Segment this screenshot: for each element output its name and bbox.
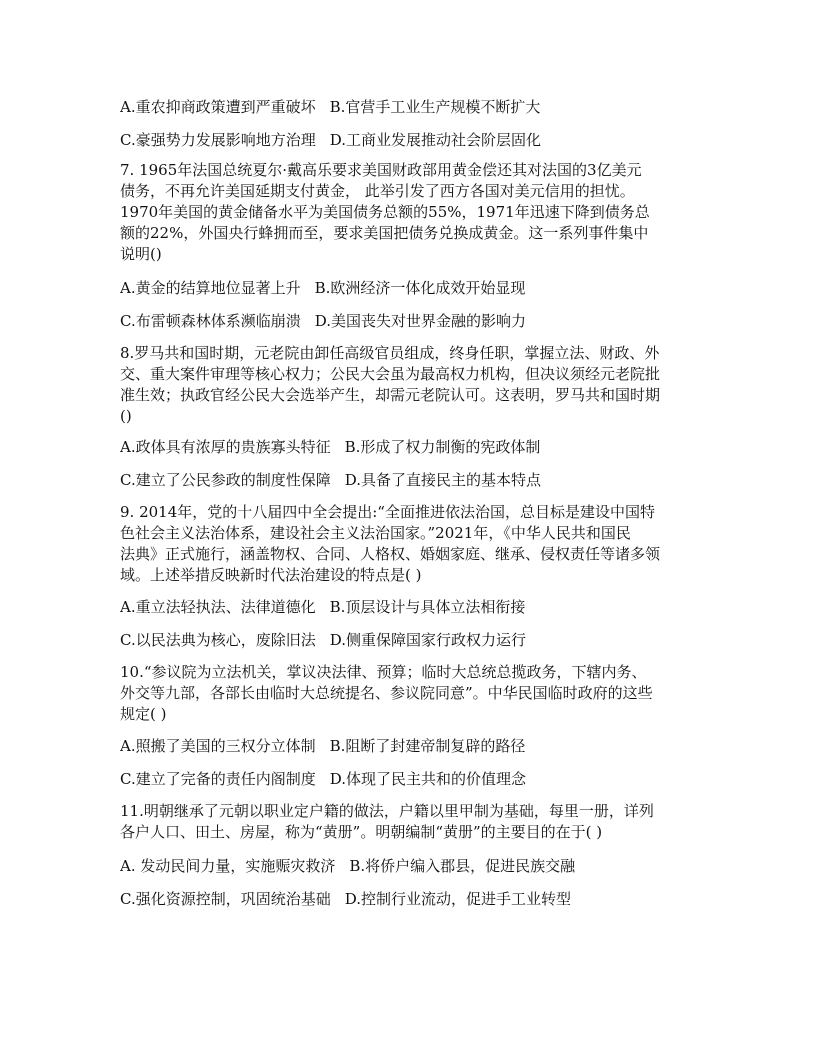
q9-line: 色社会主义法治体系，建设社会主义法治国家。”2021年，《中华人民共和国民 <box>120 524 631 542</box>
q8-line: 8.罗马共和国时期，元老院由卸任高级官员组成，终身任职，掌握立法、财政、外 <box>120 344 660 362</box>
question-8 <box>120 343 700 427</box>
q10-option-d: D.体现了民主共和的价值理念 <box>329 770 526 788</box>
q6-option-a: A.重农抑商政策遭到严重破坏 <box>120 98 316 116</box>
q9-line: 法典》正式施行，涵盖物权、合同、人格权、婚姻家庭、继承、侵权责任等诸多领 <box>120 545 661 563</box>
q6-option-d: D.工商业发展推动社会阶层固化 <box>329 131 541 149</box>
q11-options-row2 <box>120 888 720 910</box>
q7-line: 说明() <box>120 245 162 263</box>
q7-option-d: D.美国丧失对世界金融的影响力 <box>314 312 526 330</box>
question-9 <box>120 502 700 586</box>
q7-option-c: C.布雷顿森林体系濒临崩溃 <box>120 312 301 330</box>
question-11 <box>120 801 700 843</box>
q7-options-row2 <box>120 310 720 332</box>
q7-option-a: A.黄金的结算地位显著上升 <box>120 279 301 297</box>
q11-options-row1 <box>120 855 720 877</box>
q7-line: 额的22%，外国央行蜂拥而至，要求美国把债务兑换成黄金。这一系列事件集中 <box>120 224 649 242</box>
q8-line: 交、重大案件审理等核心权力；公民大会虽为最高权力机构，但决议须经元老院批 <box>120 365 661 383</box>
q7-line: 债务，不再允许美国延期支付黄金， 此举引发了西方各国对美元信用的担忧。 <box>120 182 635 200</box>
q9-line: 域。上述举措反映新时代法治建设的特点是( ) <box>120 566 422 584</box>
q10-options-row1 <box>120 735 720 757</box>
q8-option-b: B.形成了权力制衡的宪政体制 <box>344 438 541 456</box>
q9-option-c: C.以民法典为核心，废除旧法 <box>120 631 316 649</box>
q9-option-a: A.重立法轻执法、法律道德化 <box>120 598 316 616</box>
q7-options-row1 <box>120 277 720 299</box>
q6-option-c: C.豪强势力发展影响地方治理 <box>120 131 316 149</box>
q7-line: 7. 1965年法国总统夏尔·戴高乐要求美国财政部用黄金偿还其对法国的3亿美元 <box>120 161 642 179</box>
q10-line: 规定( ) <box>120 705 167 723</box>
q7-line: 1970年美国的黄金储备水平为美国债务总额的55%，1971年迅速下降到债务总 <box>120 203 650 221</box>
q8-options-row2 <box>120 469 720 491</box>
q11-option-d: D.控制行业流动，促进手工业转型 <box>344 890 571 908</box>
q10-option-c: C.建立了完备的责任内阁制度 <box>120 770 316 788</box>
q8-option-d: D.具备了直接民主的基本特点 <box>344 471 541 489</box>
q11-line: 各户人口、田土、房屋，称为“黄册”。明朝编制“黄册”的主要目的在于( ) <box>120 823 603 841</box>
q9-line: 9. 2014年，党的十八届四中全会提出:“全面推进依法治国，总目标是建设中国特 <box>120 503 655 521</box>
q6-options-row1 <box>120 96 720 118</box>
q9-options-row1 <box>120 596 720 618</box>
q11-option-a: A. 发动民间力量，实施赈灾救济 <box>120 857 336 875</box>
q11-line: 11.明朝继承了元朝以职业定户籍的做法，户籍以里甲制为基础，每里一册，详列 <box>120 802 654 820</box>
q8-option-a: A.政体具有浓厚的贵族寡头特征 <box>120 438 331 456</box>
q10-option-b: B.阻断了封建帝制复辟的路径 <box>329 737 526 755</box>
q9-option-b: B.顶层设计与具体立法相衔接 <box>329 598 526 616</box>
q10-line: 10.“参议院为立法机关，掌议决法律、预算；临时大总统总揽政务，下辖内务、 <box>120 663 647 681</box>
q6-options-row2 <box>120 129 720 151</box>
q7-option-b: B.欧洲经济一体化成效开始显现 <box>314 279 526 297</box>
q9-option-d: D.侧重保障国家行政权力运行 <box>329 631 526 649</box>
q10-option-a: A.照搬了美国的三权分立体制 <box>120 737 316 755</box>
q10-line: 外交等九部，各部长由临时大总统提名、参议院同意”。中华民国临时政府的这些 <box>120 684 653 702</box>
q11-option-c: C.强化资源控制，巩固统治基础 <box>120 890 331 908</box>
q8-line: 准生效；执政官经公民大会选举产生，却需元老院认可。这表明，罗马共和国时期 <box>120 386 661 404</box>
q6-option-b: B.官营手工业生产规模不断扩大 <box>329 98 541 116</box>
q10-options-row2 <box>120 768 720 790</box>
question-10 <box>120 662 700 725</box>
q8-option-c: C.建立了公民参政的制度性保障 <box>120 471 331 489</box>
q8-options-row1 <box>120 436 720 458</box>
q11-option-b: B.将侨户编入郡县，促进民族交融 <box>349 857 576 875</box>
q9-options-row2 <box>120 629 720 651</box>
q8-line: () <box>120 407 132 425</box>
question-7 <box>120 160 700 265</box>
